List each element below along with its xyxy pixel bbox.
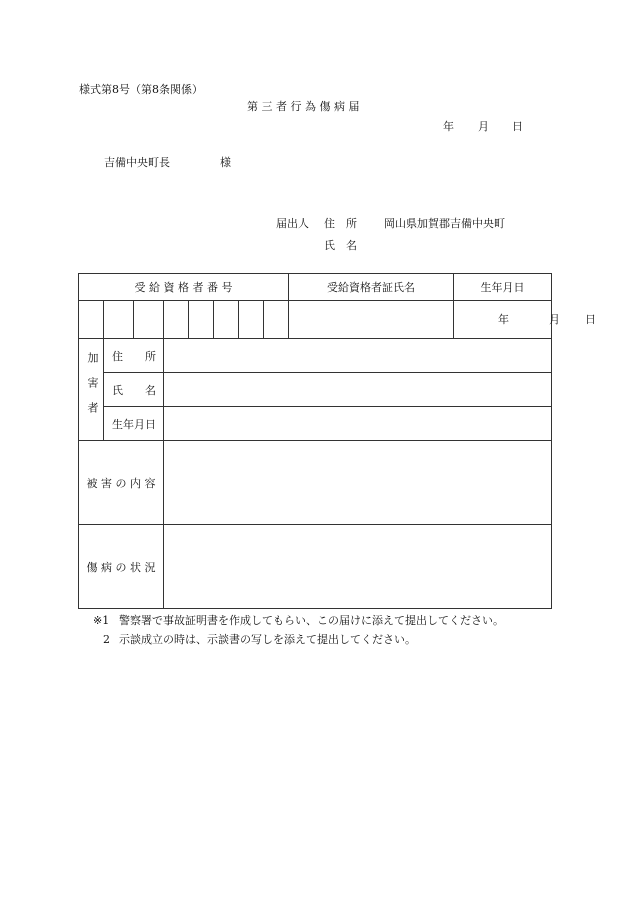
recipient-name-cell[interactable]	[289, 301, 454, 339]
number-digit-cell[interactable]	[164, 301, 189, 339]
header-recipient-name: 受給資格者証氏名	[289, 274, 454, 301]
number-digit-cell[interactable]	[79, 301, 104, 339]
claim-table	[78, 273, 596, 609]
perpetrator-label: 加害者	[79, 339, 104, 441]
number-digit-cell[interactable]	[214, 301, 239, 339]
date-year: 年	[443, 120, 454, 133]
perp-birth-cell[interactable]	[164, 407, 552, 441]
note-2-text: 示談成立の時は、示談書の写しを添えて提出してください。	[119, 633, 416, 646]
birth-day-label: 日	[585, 313, 596, 326]
perp-address-cell[interactable]	[164, 339, 552, 373]
recipient-honorific: 様	[220, 156, 231, 169]
damage-cell[interactable]	[164, 441, 552, 525]
recipient-name: 吉備中央町長	[104, 156, 170, 169]
perp-address-label: 住 所	[104, 339, 164, 373]
applicant-name-label: 氏 名	[324, 239, 357, 252]
birth-year-label: 年	[498, 313, 509, 326]
note-1-mark: ※1	[93, 614, 110, 627]
number-digit-cell[interactable]	[239, 301, 264, 339]
injury-cell[interactable]	[164, 525, 552, 609]
number-digit-pair[interactable]	[104, 301, 164, 339]
page-title: 第 三 者 行 為 傷 病 届	[247, 100, 360, 113]
perp-name-label: 氏 名	[104, 373, 164, 407]
number-digit-cell[interactable]	[134, 301, 163, 338]
applicant-label: 届出人	[276, 217, 309, 230]
date-day: 日	[512, 120, 523, 133]
perp-birth-label: 生年月日	[104, 407, 164, 441]
number-digit-cell[interactable]	[189, 301, 214, 339]
number-digit-cell[interactable]	[264, 301, 289, 339]
header-birthdate: 生年月日	[454, 274, 552, 301]
applicant-address-label: 住 所	[324, 217, 357, 230]
damage-label: 被 害 の 内 容	[79, 441, 164, 525]
birthdate-cell[interactable]	[454, 301, 596, 339]
number-digit-cell[interactable]	[104, 301, 134, 338]
date-month: 月	[478, 120, 489, 133]
perp-name-cell[interactable]	[164, 373, 552, 407]
note-2-mark: 2	[103, 633, 110, 646]
injury-label: 傷 病 の 状 況	[79, 525, 164, 609]
header-recipient-number: 受 給 資 格 者 番 号	[79, 274, 289, 301]
form-id: 様式第8号（第8条関係）	[79, 83, 203, 96]
note-1-text: 警察署で事故証明書を作成してもらい、この届けに添えて提出してください。	[119, 614, 504, 627]
applicant-address-value: 岡山県加賀郡吉備中央町	[384, 217, 505, 230]
birth-month-label: 月	[549, 313, 560, 326]
